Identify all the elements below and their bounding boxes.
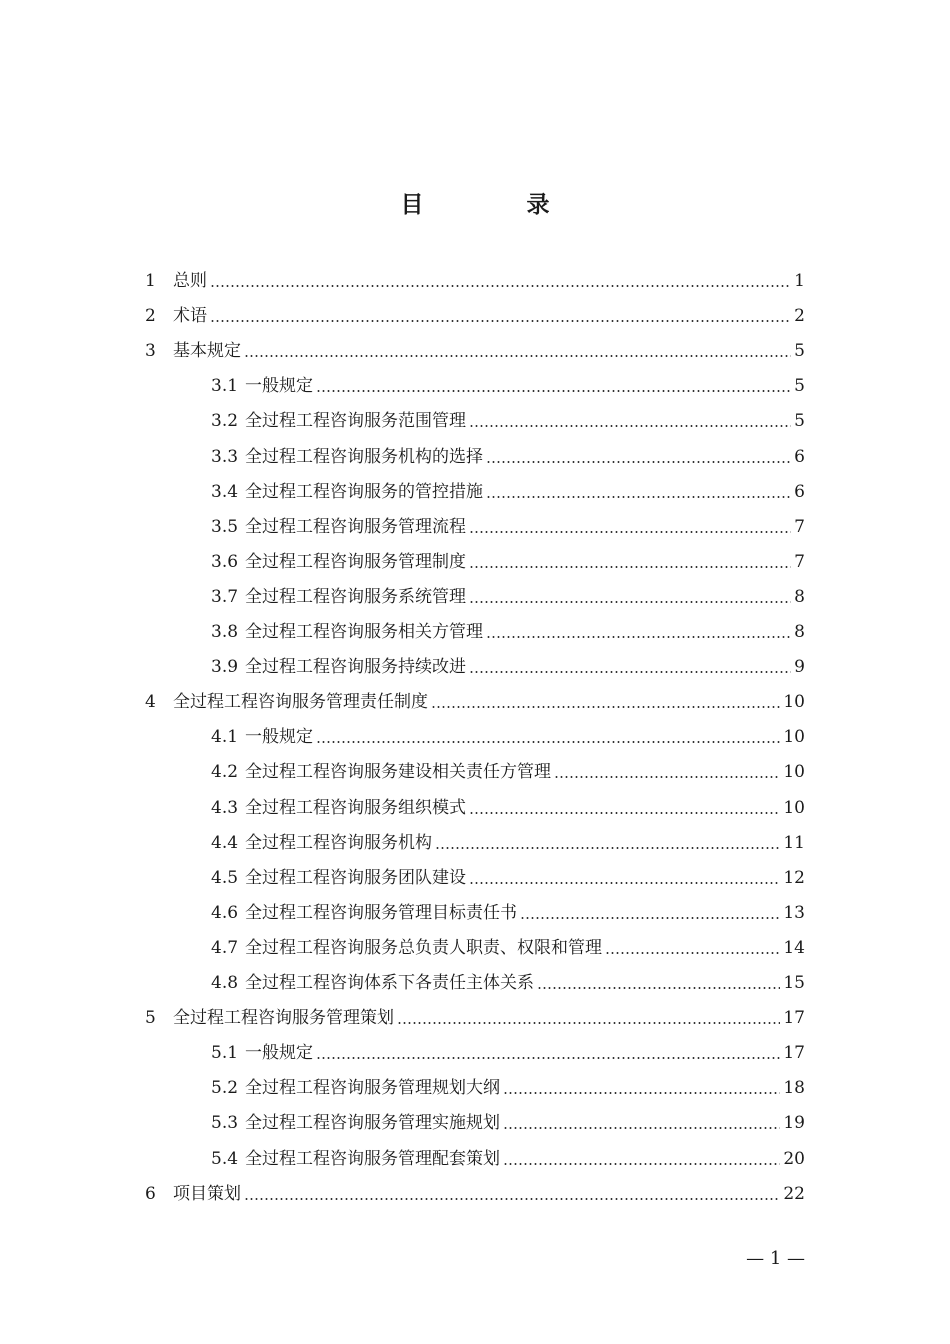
- toc-entry-page: 17: [783, 1043, 805, 1064]
- toc-entry-number: 3.3: [211, 446, 239, 467]
- toc-entry-page: 10: [783, 797, 805, 818]
- toc-entry-label: 全过程工程咨询服务管理责任制度: [173, 692, 428, 713]
- toc-entry-page: 19: [783, 1113, 805, 1134]
- page-title: 目 录: [400, 191, 590, 218]
- toc-entry-label: 一般规定: [245, 1043, 313, 1064]
- toc-entry-number: 3.7: [211, 586, 239, 607]
- toc-entry-page: 14: [783, 937, 805, 958]
- toc-entry-number: 3.1: [211, 376, 239, 397]
- toc-entry[interactable]: [211, 367, 805, 397]
- toc-entry-page: 6: [794, 481, 805, 502]
- toc-entry[interactable]: [211, 1140, 805, 1170]
- toc-entry-page: 11: [783, 832, 805, 853]
- toc-entry[interactable]: [211, 824, 805, 854]
- dot-leader: [486, 636, 791, 638]
- toc-entry[interactable]: [145, 262, 805, 292]
- toc-entry-label: 全过程工程咨询服务相关方管理: [245, 622, 483, 642]
- toc-entry-page: 15: [783, 973, 805, 993]
- toc-entry-number: 4.2: [211, 762, 239, 783]
- toc-entry-label: 一般规定: [245, 376, 313, 397]
- toc-entry-label: 一般规定: [245, 727, 313, 748]
- toc-entry-page: 6: [794, 446, 805, 467]
- toc-entry-number: 5.1: [211, 1043, 239, 1064]
- toc-entry[interactable]: [211, 648, 805, 678]
- toc-entry-page: 8: [794, 586, 805, 607]
- toc-entry[interactable]: [211, 1034, 805, 1064]
- toc-entry-page: 8: [794, 622, 805, 642]
- page-number-footer: — 1 —: [746, 1248, 805, 1269]
- toc-entry-label: 全过程工程咨询服务的管控措施: [245, 481, 483, 502]
- dot-leader: [605, 952, 780, 954]
- toc-entry-label: 全过程工程咨询服务范围管理: [245, 411, 466, 432]
- dot-leader: [469, 601, 791, 603]
- dot-leader: [537, 987, 780, 989]
- toc-entry[interactable]: [211, 578, 805, 608]
- toc-entry-label: 全过程工程咨询服务管理实施规划: [245, 1113, 500, 1134]
- toc-entry-label: 全过程工程咨询服务团队建设: [245, 867, 466, 888]
- toc-entry-page: 20: [783, 1148, 805, 1169]
- toc-entry[interactable]: [145, 683, 805, 713]
- toc-entry-label: 全过程工程咨询服务管理策划: [173, 1008, 394, 1029]
- toc-entry-page: 18: [783, 1078, 805, 1099]
- toc-entry-number: 4.4: [211, 832, 239, 853]
- toc-entry-page: 10: [783, 727, 805, 748]
- toc-entry-label: 全过程工程咨询体系下各责任主体关系: [245, 973, 534, 993]
- toc-entry-label: 全过程工程咨询服务管理制度: [245, 551, 466, 572]
- toc-entry-page: 7: [794, 551, 805, 572]
- toc-entry[interactable]: [211, 613, 805, 643]
- toc-entry-number: 4.3: [211, 797, 239, 818]
- toc-entry-label: 全过程工程咨询服务管理配套策划: [245, 1148, 500, 1169]
- dot-leader: [316, 1057, 780, 1059]
- toc-entry-label: 全过程工程咨询服务管理规划大纲: [245, 1078, 500, 1099]
- dot-leader: [431, 706, 780, 708]
- toc-entry-number: 4.5: [211, 867, 239, 888]
- toc-entry-number: 3.9: [211, 657, 239, 678]
- toc-entry-number: 6: [145, 1183, 156, 1204]
- toc-entry-label: 基本规定: [173, 341, 241, 362]
- toc-entry-number: 4.1: [211, 727, 239, 748]
- toc-entry-number: 3.4: [211, 481, 239, 502]
- toc-entry-label: 全过程工程咨询服务管理流程: [245, 516, 466, 537]
- toc-entry[interactable]: [211, 929, 805, 959]
- toc-entry-number: 3.8: [211, 622, 239, 642]
- toc-entry-page: 13: [783, 902, 805, 923]
- dot-leader: [435, 847, 780, 849]
- dot-leader: [554, 776, 780, 778]
- toc-entry[interactable]: [211, 543, 805, 573]
- toc-entry-label: 术语: [173, 306, 207, 327]
- toc-entry[interactable]: [211, 1104, 805, 1134]
- toc-entry[interactable]: [211, 894, 805, 924]
- dot-leader: [469, 566, 791, 568]
- toc-entry-label: 全过程工程咨询服务组织模式: [245, 797, 466, 818]
- toc-entry[interactable]: [145, 297, 805, 327]
- toc-entry-page: 10: [783, 692, 805, 713]
- toc-entry[interactable]: [211, 964, 805, 994]
- toc-entry[interactable]: [211, 753, 805, 783]
- toc-entry-label: 全过程工程咨询服务建设相关责任方管理: [245, 762, 551, 783]
- dot-leader: [503, 1127, 780, 1129]
- toc-entry-page: 12: [783, 867, 805, 888]
- toc-entry[interactable]: [211, 438, 805, 468]
- dot-leader: [244, 355, 791, 357]
- dot-leader: [397, 1022, 780, 1024]
- toc-entry[interactable]: [211, 1069, 805, 1099]
- toc-entry-page: 2: [794, 306, 805, 327]
- toc-entry-label: 项目策划: [173, 1183, 241, 1204]
- dot-leader: [469, 531, 791, 533]
- toc-entry-page: 17: [783, 1008, 805, 1029]
- toc-entry-page: 5: [794, 411, 805, 432]
- toc-entry-page: 7: [794, 516, 805, 537]
- toc-entry[interactable]: [145, 1175, 805, 1205]
- toc-entry-page: 1: [794, 271, 805, 291]
- toc-entry-page: 9: [794, 657, 805, 678]
- toc-entry-label: 全过程工程咨询服务机构: [245, 832, 432, 853]
- toc-entry[interactable]: [145, 999, 805, 1029]
- dot-leader: [486, 496, 791, 498]
- toc-entry-number: 3.5: [211, 516, 239, 537]
- toc-entry-label: 全过程工程咨询服务持续改进: [245, 657, 466, 678]
- toc-entry[interactable]: [211, 402, 805, 432]
- toc-entry-number: 4: [145, 692, 156, 713]
- toc-entry-number: 5.3: [211, 1113, 239, 1134]
- dot-leader: [469, 671, 791, 673]
- toc-entry-number: 1: [145, 271, 156, 291]
- toc-entry-label: 全过程工程咨询服务管理目标责任书: [245, 902, 517, 923]
- dot-leader: [469, 425, 791, 427]
- toc-entry-number: 5.2: [211, 1078, 239, 1099]
- toc-entry[interactable]: [211, 859, 805, 889]
- dot-leader: [520, 917, 780, 919]
- toc-entry-number: 5.4: [211, 1148, 239, 1169]
- dot-leader: [316, 741, 780, 743]
- toc-entry-label: 全过程工程咨询服务机构的选择: [245, 446, 483, 467]
- toc-entry-number: 3.2: [211, 411, 239, 432]
- toc-entry-number: 4.7: [211, 937, 239, 958]
- toc-entry-number: 4.6: [211, 902, 239, 923]
- toc-entry-label: 总则: [173, 271, 207, 291]
- dot-leader: [469, 812, 780, 814]
- dot-leader: [210, 285, 791, 287]
- toc-entry-number: 3: [145, 341, 156, 362]
- toc-entry-number: 2: [145, 306, 156, 327]
- toc-entry[interactable]: [211, 718, 805, 748]
- dot-leader: [469, 882, 780, 884]
- toc-entry[interactable]: [211, 473, 805, 503]
- toc-entry-page: 5: [794, 341, 805, 362]
- toc-entry-page: 22: [783, 1183, 805, 1204]
- toc-entry-page: 5: [794, 376, 805, 397]
- toc-entry[interactable]: [145, 332, 805, 362]
- dot-leader: [316, 390, 791, 392]
- toc-entry-label: 全过程工程咨询服务总负责人职责、权限和管理: [245, 937, 602, 958]
- toc-entry-number: 3.6: [211, 551, 239, 572]
- dot-leader: [486, 461, 791, 463]
- toc-entry-label: 全过程工程咨询服务系统管理: [245, 586, 466, 607]
- toc-entry-page: 10: [783, 762, 805, 783]
- dot-leader: [210, 320, 791, 322]
- dot-leader: [244, 1198, 780, 1200]
- toc-entry[interactable]: [211, 789, 805, 819]
- toc-entry[interactable]: [211, 508, 805, 538]
- toc-entry-number: 4.8: [211, 973, 239, 993]
- dot-leader: [503, 1163, 780, 1165]
- toc-entry-number: 5: [145, 1008, 156, 1029]
- dot-leader: [503, 1092, 780, 1094]
